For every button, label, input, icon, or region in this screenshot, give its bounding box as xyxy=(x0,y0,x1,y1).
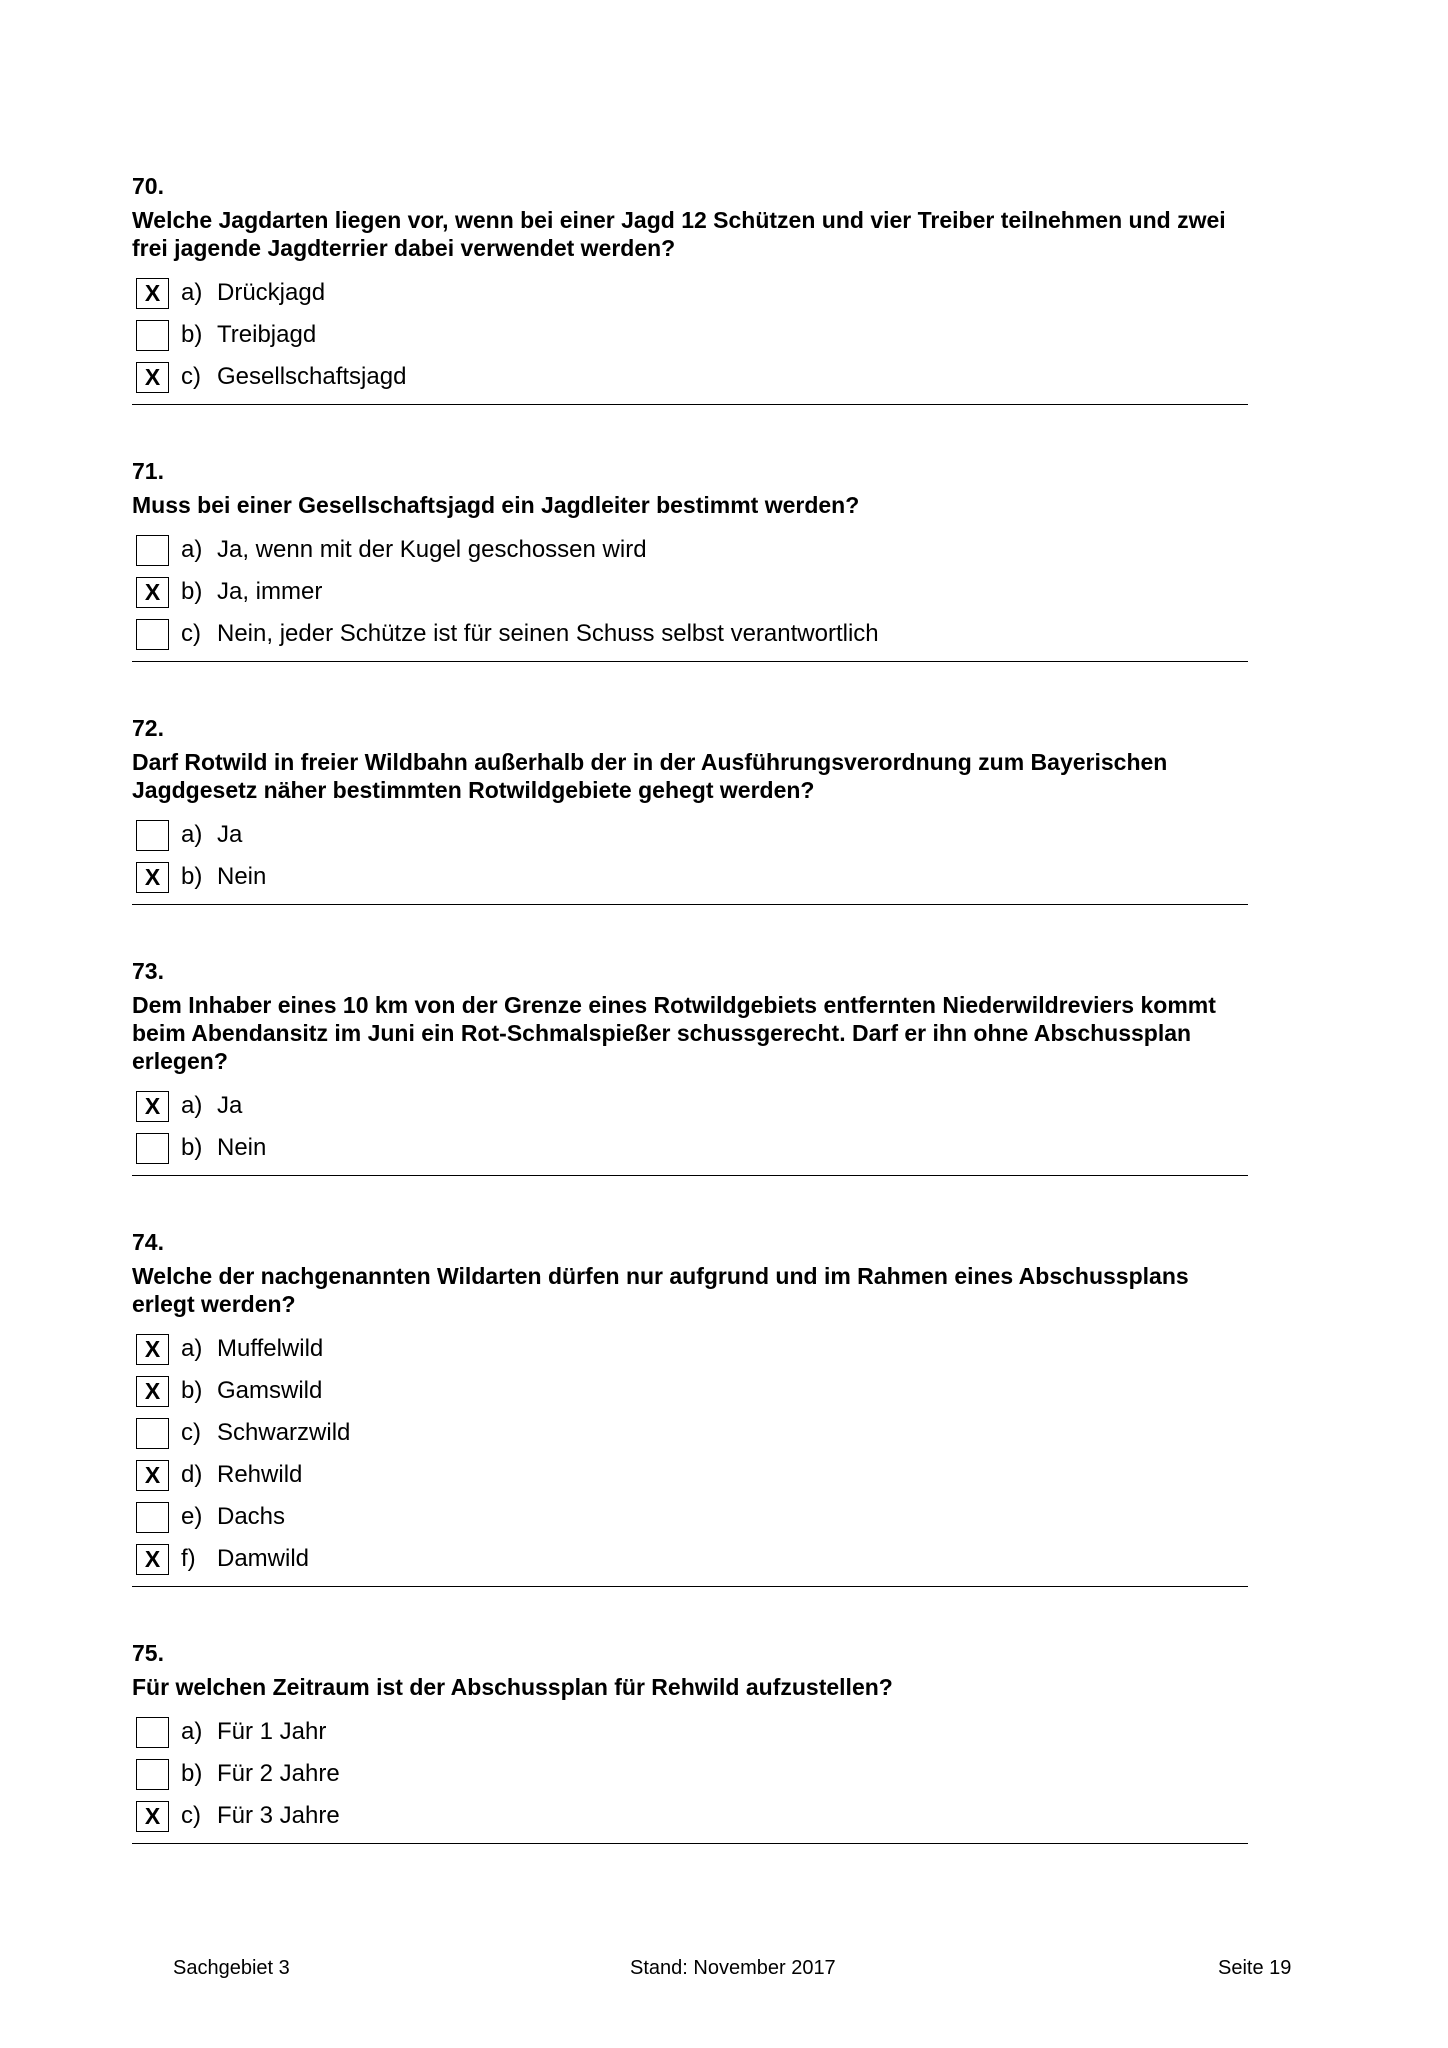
answer-text: Für 3 Jahre xyxy=(217,1802,340,1829)
answer-checkbox[interactable] xyxy=(136,320,169,351)
answer-text: Drückjagd xyxy=(217,279,326,306)
question-block xyxy=(132,1228,1248,1587)
answer-letter: b) xyxy=(181,1377,203,1404)
question-text: Welche Jagdarten liegen vor, wenn bei einer Jagd 12 Schützen und vier Treiber teilnehmen und zwei frei jagende Jagdterrier dabei verwendet werden? xyxy=(132,207,1226,261)
question-number: 72. xyxy=(132,715,164,741)
answer-checkbox[interactable] xyxy=(136,820,169,851)
answer-letter: c) xyxy=(181,1419,201,1446)
answer-checkbox[interactable] xyxy=(136,1759,169,1790)
answer-letter: a) xyxy=(181,1092,203,1119)
answer-option[interactable] xyxy=(132,814,1248,856)
answer-checkbox[interactable]: X xyxy=(136,1801,169,1832)
question-text: Darf Rotwild in freier Wildbahn außerhalb der in der Ausführungsverordnung zum Bayerischen Jagdgesetz näher bestimmten Rotwildgebiete gehegt werden? xyxy=(132,749,1168,803)
answer-letter: f) xyxy=(181,1545,196,1572)
question-number: 75. xyxy=(132,1640,164,1666)
answer-checkbox[interactable] xyxy=(136,1502,169,1533)
answer-option[interactable] xyxy=(132,314,1248,356)
answer-text: Rehwild xyxy=(217,1461,303,1488)
answer-text: Dachs xyxy=(217,1503,286,1530)
answer-option[interactable] xyxy=(132,356,1248,398)
answer-checkbox[interactable] xyxy=(136,535,169,566)
answer-text: Für 2 Jahre xyxy=(217,1760,340,1787)
answer-checkbox[interactable] xyxy=(136,619,169,650)
answer-checkbox[interactable]: X xyxy=(136,1334,169,1365)
footer-section: Sachgebiet 3 xyxy=(173,1957,290,1979)
answer-checkbox[interactable]: X xyxy=(136,577,169,608)
answer-text: Gamswild xyxy=(217,1377,323,1404)
answer-checkbox[interactable]: X xyxy=(136,1460,169,1491)
answer-option[interactable] xyxy=(132,856,1248,898)
question-number: 70. xyxy=(132,173,164,199)
question-number: 74. xyxy=(132,1229,164,1255)
answer-text: Ja, wenn mit der Kugel geschossen wird xyxy=(217,536,647,563)
page-footer xyxy=(0,1957,1448,1985)
answer-text: Damwild xyxy=(217,1545,310,1572)
answer-option[interactable] xyxy=(132,1412,1248,1454)
answer-letter: a) xyxy=(181,279,203,306)
answer-text: Muffelwild xyxy=(217,1335,324,1362)
answer-text: Ja xyxy=(217,1092,243,1119)
answer-option[interactable] xyxy=(132,272,1248,314)
answer-option[interactable] xyxy=(132,1328,1248,1370)
question-text: Welche der nachgenannten Wildarten dürfen nur aufgrund und im Rahmen eines Abschussplans erlegt werden? xyxy=(132,1263,1189,1317)
answer-text: Schwarzwild xyxy=(217,1419,351,1446)
answer-letter: c) xyxy=(181,620,201,647)
answer-letter: b) xyxy=(181,321,203,348)
answer-option[interactable] xyxy=(132,1454,1248,1496)
answer-text: Gesellschaftsjagd xyxy=(217,363,407,390)
answer-checkbox[interactable]: X xyxy=(136,278,169,309)
answer-checkbox[interactable]: X xyxy=(136,1376,169,1407)
answer-option[interactable] xyxy=(132,1085,1248,1127)
answer-option[interactable] xyxy=(132,1127,1248,1169)
answer-option[interactable] xyxy=(132,1753,1248,1795)
question-block xyxy=(132,457,1248,662)
answer-letter: a) xyxy=(181,821,203,848)
question-block xyxy=(132,172,1248,405)
answer-letter: e) xyxy=(181,1503,203,1530)
question-list xyxy=(132,172,1248,1896)
answer-text: Treibjagd xyxy=(217,321,317,348)
question-number: 71. xyxy=(132,458,164,484)
answer-text: Ja xyxy=(217,821,243,848)
answer-letter: c) xyxy=(181,363,201,390)
answer-text: Ja, immer xyxy=(217,578,323,605)
question-text: Dem Inhaber eines 10 km von der Grenze eines Rotwildgebiets entfernten Niederwildreviers kommt beim Abendansitz im Juni ein Rot-Schmalspießer schussgerecht. Darf er ihn ohne Abschussplan erlegen? xyxy=(132,992,1216,1074)
answer-text: Nein xyxy=(217,1134,267,1161)
question-block xyxy=(132,957,1248,1176)
answer-text: Für 1 Jahr xyxy=(217,1718,327,1745)
answer-letter: c) xyxy=(181,1802,201,1829)
answer-text: Nein, jeder Schütze ist für seinen Schuss selbst verantwortlich xyxy=(217,620,879,647)
answer-checkbox[interactable] xyxy=(136,1717,169,1748)
answer-option[interactable] xyxy=(132,1795,1248,1837)
answer-checkbox[interactable]: X xyxy=(136,1091,169,1122)
question-block xyxy=(132,1639,1248,1844)
answer-option[interactable] xyxy=(132,1496,1248,1538)
answer-letter: b) xyxy=(181,578,203,605)
answer-checkbox[interactable] xyxy=(136,1133,169,1164)
answer-option[interactable] xyxy=(132,613,1248,655)
answer-checkbox[interactable]: X xyxy=(136,862,169,893)
answer-checkbox[interactable]: X xyxy=(136,1544,169,1575)
answer-letter: d) xyxy=(181,1461,203,1488)
question-text: Für welchen Zeitraum ist der Abschussplan für Rehwild aufzustellen? xyxy=(132,1674,893,1700)
answer-letter: a) xyxy=(181,1335,203,1362)
answer-checkbox[interactable]: X xyxy=(136,362,169,393)
answer-letter: b) xyxy=(181,863,203,890)
answer-letter: b) xyxy=(181,1134,203,1161)
answer-option[interactable] xyxy=(132,1538,1248,1580)
answer-option[interactable] xyxy=(132,571,1248,613)
question-number: 73. xyxy=(132,958,164,984)
answer-option[interactable] xyxy=(132,1711,1248,1753)
answer-letter: a) xyxy=(181,536,203,563)
answer-checkbox[interactable] xyxy=(136,1418,169,1449)
question-block xyxy=(132,714,1248,905)
answer-text: Nein xyxy=(217,863,267,890)
answer-letter: a) xyxy=(181,1718,203,1745)
answer-option[interactable] xyxy=(132,1370,1248,1412)
answer-letter: b) xyxy=(181,1760,203,1787)
footer-page-number: Seite 19 xyxy=(1218,1957,1292,1979)
answer-option[interactable] xyxy=(132,529,1248,571)
question-text: Muss bei einer Gesellschaftsjagd ein Jagdleiter bestimmt werden? xyxy=(132,492,860,518)
footer-date: Stand: November 2017 xyxy=(630,1957,836,1979)
